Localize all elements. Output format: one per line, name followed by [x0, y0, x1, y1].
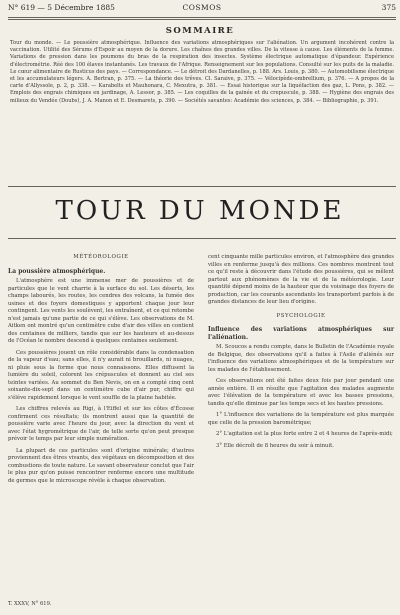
section-label-psychologie: PSYCHOLOGIE — [276, 312, 326, 319]
issue-number: N° 619 — 5 Décembre 1885 — [8, 3, 115, 12]
header-rule — [8, 17, 396, 18]
sommaire-rule — [8, 186, 396, 187]
sommaire-text: Tour du monde. — Le poussière atmosphérique. Influence des variations atmosphériques sur l'aliénation. Un argument incohérent contre la vaccination. Utilité des Sérums d'Espoir au moyen de la dorure. Les chaînes des grandes villes. De la vitesse à cause. Les éléments de la femme. Variations de pression dans les poumons du bras de la respiration des insectes. Système électrique automatique d'épandeur. Expérience d'électrométrie. Réé des 100 élaves instantanés. Les travaux de l'Afrique. Renseignement sur les populations. Consulté sur les puits de la maladie. Le cœur alimentaire de Rusticus des pays. — Correspondance. — Le détroit des Dardanelles, p. 188. Ars. Louis, p. 380. — Automobilisme électrique et les accumulateurs légers. A. Bertran, p. 375. — La théorie des trêves. Cl. Saraive, p. 375. — Vélocipède-ombrellium, p. 376. — A propos de la carte d'Allyssole, p. 2, p. 338. — Karabelts et Mauhonara, C. Mexutra, p. 381. — Essai historique sur la liquéfaction des gaz, L. Pons, p. 382. — Emplois des engrais chimiques en jardinage, A. Lessor, p. 385. — Les coquilles de la gainée et du crepuscule, p. 388. — Hygiène des engrais des milieux du Vendée (Doubs), J. A. Manon et E. Desmarets, p. 390. — Sociétés savantes: Académie des sciences, p. 384. — Bibliographie, p. 391. — [10, 40, 394, 104]
right-column — [208, 254, 394, 454]
page-footer: T. XXXV, N° 619. — [8, 601, 52, 607]
article-heading-alienation: Influence des variations atmosphériques sur l'aliénation. — [208, 326, 394, 341]
title-rule — [8, 238, 396, 239]
journal-name: COSMOS — [182, 3, 222, 12]
left-column — [8, 254, 194, 489]
list-item: 1° L'influence des variations de la température est plus marquée que celle de la pression barométrique; — [208, 412, 394, 426]
section-title: TOUR DU MONDE — [55, 196, 345, 226]
header-rule-double — [8, 19, 396, 20]
page-number: 375 — [381, 3, 396, 12]
article-heading-poussiere: La poussière atmosphérique. — [8, 267, 106, 275]
paragraph: La plupart de ces particules sont d'origine minérale; d'autres proviennent des êtres vivants, des végétaux en décomposition et des combustions de toute nature. Le savant observateur conclut que l'air le plus pur qu'on puisse rencontrer renferme encore une multitude de germes que le microscope révèle à chaque observation. — [8, 447, 194, 484]
paragraph: M. Scoucos a rendu compte, dans le Bulletin de l'Académie royale de Belgique, des observations qu'il a faites à l'Asile d'aliénés sur l'influence des variations atmosphériques et de la température sur les malades de l'établissement. — [208, 344, 394, 373]
paragraph: Ces observations ont été faites deux fois par jour pendant une année entière. Il en résulte que l'agitation des malades augmente avec l'élévation de la température et avec les basses pressions, tandis qu'elle diminue par les temps secs et les hautes pressions. — [208, 378, 394, 407]
list-item: 3° Elle décroît de 8 heures du soir à minuit. — [216, 442, 334, 449]
paragraph: Ces poussières jouent un rôle considérable dans la condensation de la vapeur d'eau; sans elles, il n'y aurait ni brouillards, ni nuages, ni pluie sous la forme que nous connaissons. Elles diffusent la lumière du soleil, colorent les crépuscules et donnent au ciel ses teintes variées. Au sommet du Ben Nevis, on en a compté cinq cent soixante-dix-sept dans un centimètre cube d'air pur, chiffre qui s'élève rapidement lorsque le vent souffle de la plaine habitée. — [8, 349, 194, 401]
paragraph: cent cinquante mille particules environ, et l'atmosphère des grandes villes en renferme jusqu'à des millions. Ces nombres montrent tout ce qu'il reste à découvrir dans l'étude des poussières, qui se mêlent partout aux phénomènes de la vie et de la météorologie. Leur quantité dépend moins de la hauteur que du voisinage des foyers de production, car les courants ascendants les transportent parfois à de grandes distances de leur lieu d'origine. — [208, 254, 394, 305]
page-header — [8, 3, 396, 15]
list-item: 2° L'agitation est la plus forte entre 2 et 4 heures de l'après-midi; — [216, 431, 393, 437]
paragraph: L'atmosphère est une immense mer de poussières et de particules que le vent charrie à la surface du sol. Les déserts, les champs labourés, les routes, les cendres des volcans, la fumée des usines et des foyers domestiques y apportent chaque jour leur contingent. Les vents les soulèvent, les entraînent, et ce qui retombe n'est jamais qu'une partie de ce qui s'élève. Les observations de M. Aitken ont montré qu'un centimètre cube d'air des villes en contient des centaines de milliers, tandis que sur les hauteurs et au-dessus de l'Océan le nombre descend à quelques centaines seulement. — [8, 278, 194, 344]
sommaire-title: SOMMAIRE — [165, 26, 235, 36]
paragraph: Les chiffres relevés au Rigi, à l'Eiffel et sur les côtes d'Écosse confirment ces résultats; ils montrent aussi que la quantité de poussière varie avec l'heure du jour, avec la direction du vent et avec l'état hygrométrique de l'air, de telle sorte qu'on peut presque prévoir le temps par leur simple numération. — [8, 406, 194, 442]
section-label-meteorologie: MÉTÉOROLOGIE — [73, 254, 129, 260]
